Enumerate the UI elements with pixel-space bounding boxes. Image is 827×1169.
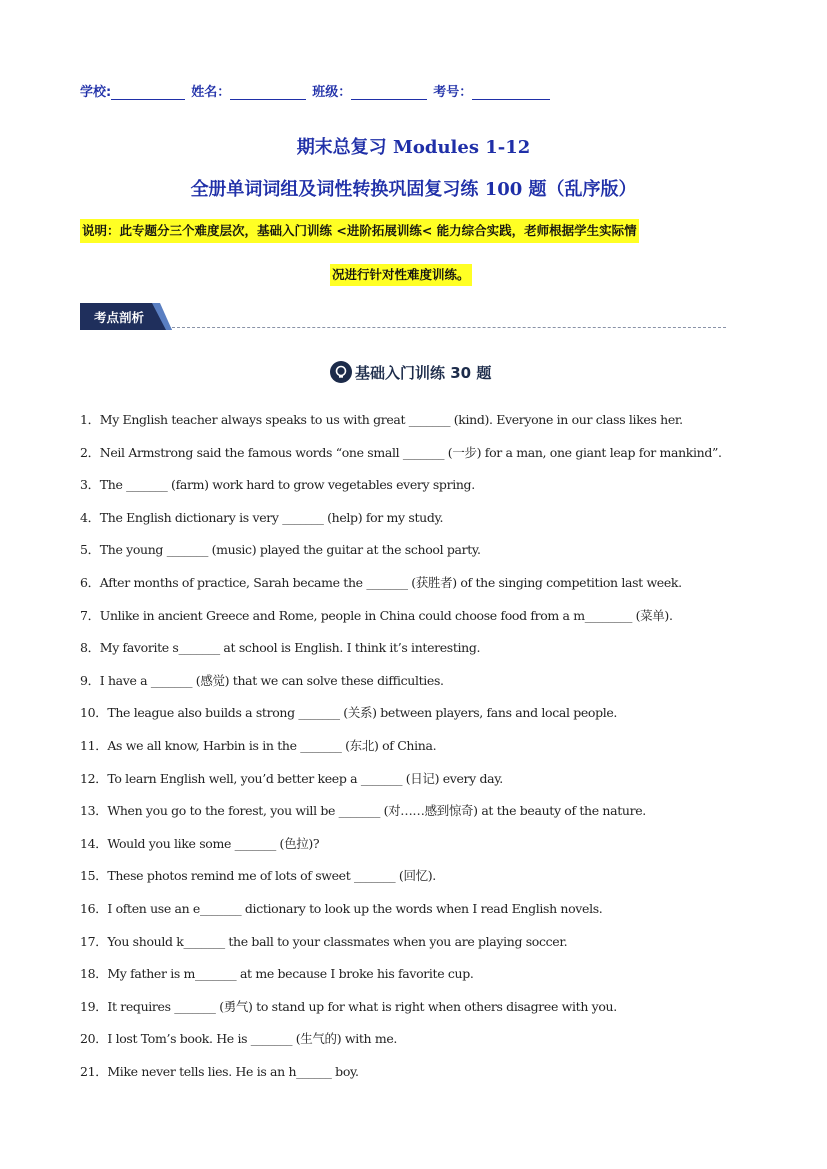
question-number: 6． — [80, 574, 100, 590]
question-number: 4． — [80, 509, 100, 525]
question-text: To learn English well, you’d better keep a _______ (日记) every day. — [107, 770, 503, 786]
question-item — [80, 961, 760, 994]
exam-number-label: 考号： — [433, 85, 473, 100]
section-heading-label: 基础入门训练 30 题 — [355, 363, 492, 382]
question-number: 19． — [80, 998, 108, 1014]
question-number: 20． — [80, 1031, 108, 1047]
question-number: 12． — [80, 770, 108, 786]
question-number: 5． — [80, 542, 100, 558]
question-item — [80, 472, 760, 505]
question-text: Neil Armstrong said the famous words “one small _______ (一步) for a man, one giant leap for mankind”. — [99, 444, 722, 460]
question-number: 16． — [80, 900, 108, 916]
question-number: 11． — [80, 737, 108, 753]
dashed-divider — [172, 327, 726, 328]
question-item — [80, 831, 760, 864]
question-number: 13． — [80, 803, 108, 819]
question-item — [80, 537, 760, 570]
question-item — [80, 733, 760, 766]
question-item — [80, 766, 760, 799]
class-label: 班级： — [312, 85, 352, 100]
question-number: 17． — [80, 933, 108, 949]
question-text: I have a _______ (感觉) that we can solve these difficulties. — [99, 672, 444, 688]
question-number: 18． — [80, 966, 108, 982]
question-text: It requires _______ (勇气) to stand up for what is right when others disagree with you. — [107, 998, 617, 1014]
question-text: As we all know, Harbin is in the _______ (东北) of China. — [107, 737, 437, 753]
question-item — [80, 1059, 760, 1092]
class-blank[interactable] — [351, 85, 427, 100]
question-item — [80, 635, 760, 668]
question-number: 9． — [80, 672, 100, 688]
question-number: 7． — [80, 607, 100, 623]
question-text: The league also builds a strong _______ (关系) between players, fans and local people. — [107, 705, 618, 721]
question-text: Would you like some _______ (色拉)? — [107, 835, 320, 851]
question-item — [80, 798, 760, 831]
bulb-icon — [330, 361, 352, 383]
question-item — [80, 570, 760, 603]
school-blank[interactable] — [111, 85, 185, 100]
question-number: 15． — [80, 868, 108, 884]
section-tag — [80, 303, 172, 330]
question-item — [80, 896, 760, 929]
question-text: I often use an e_______ dictionary to look up the words when I read English novels. — [107, 900, 603, 916]
question-text: The _______ (farm) work hard to grow vegetables every spring. — [99, 477, 475, 493]
question-number: 14． — [80, 835, 108, 851]
question-text: I lost Tom’s book. He is _______ (生气的) with me. — [107, 1031, 398, 1047]
question-item — [80, 668, 760, 701]
question-item — [80, 603, 760, 636]
question-text: When you go to the forest, you will be _______ (对……感到惊奇) at the beauty of the nature. — [107, 803, 646, 819]
question-text: My favorite s_______ at school is English. I think it’s interesting. — [99, 640, 481, 656]
school-label: 学校: — [80, 85, 112, 100]
section-tag-label: 考点剖析 — [94, 310, 145, 325]
question-item — [80, 407, 760, 440]
question-item — [80, 505, 760, 538]
question-text: My father is m_______ at me because I broke his favorite cup. — [107, 966, 474, 982]
question-text: Mike never tells lies. He is an h______ boy. — [107, 1063, 359, 1079]
question-text: My English teacher always speaks to us with great _______ (kind). Everyone in our class likes her. — [99, 412, 683, 427]
question-number: 8． — [80, 640, 100, 656]
page-subtitle: 全册单词词组及词性转换巩固复习练 100 题（乱序版） — [190, 179, 637, 200]
instruction-note-line2: 况进行针对性难度训练。 — [330, 264, 472, 286]
question-text: The young _______ (music) played the guitar at the school party. — [99, 542, 481, 558]
name-blank[interactable] — [230, 85, 306, 100]
question-number: 2． — [80, 444, 100, 460]
instruction-note-line1: 说明：此专题分三个难度层次，基础入门训练 <进阶拓展训练< 能力综合实践，老师根据学生实际情 — [80, 219, 639, 243]
question-number: 1． — [80, 412, 100, 427]
question-item — [80, 440, 760, 473]
question-list — [80, 407, 760, 1091]
name-label: 姓名： — [191, 85, 231, 100]
question-item — [80, 700, 760, 733]
page-title: 期末总复习 Modules 1-12 — [296, 137, 531, 158]
question-item — [80, 863, 760, 896]
question-item — [80, 994, 760, 1027]
question-number: 3． — [80, 477, 100, 493]
student-info-line — [80, 80, 556, 100]
exam-number-blank[interactable] — [472, 85, 550, 100]
question-number: 10． — [80, 705, 108, 721]
question-text: After months of practice, Sarah became the _______ (获胜者) of the singing competition last week. — [99, 574, 682, 590]
section-heading — [330, 359, 491, 385]
question-text: You should k_______ the ball to your classmates when you are playing soccer. — [107, 933, 568, 949]
question-text: Unlike in ancient Greece and Rome, people in China could choose food from a m________ (菜单). — [99, 607, 673, 623]
question-text: These photos remind me of lots of sweet _______ (回忆). — [107, 868, 436, 884]
question-text: The English dictionary is very _______ (help) for my study. — [99, 509, 444, 525]
question-item — [80, 929, 760, 962]
question-item — [80, 1026, 760, 1059]
question-number: 21． — [80, 1063, 108, 1079]
